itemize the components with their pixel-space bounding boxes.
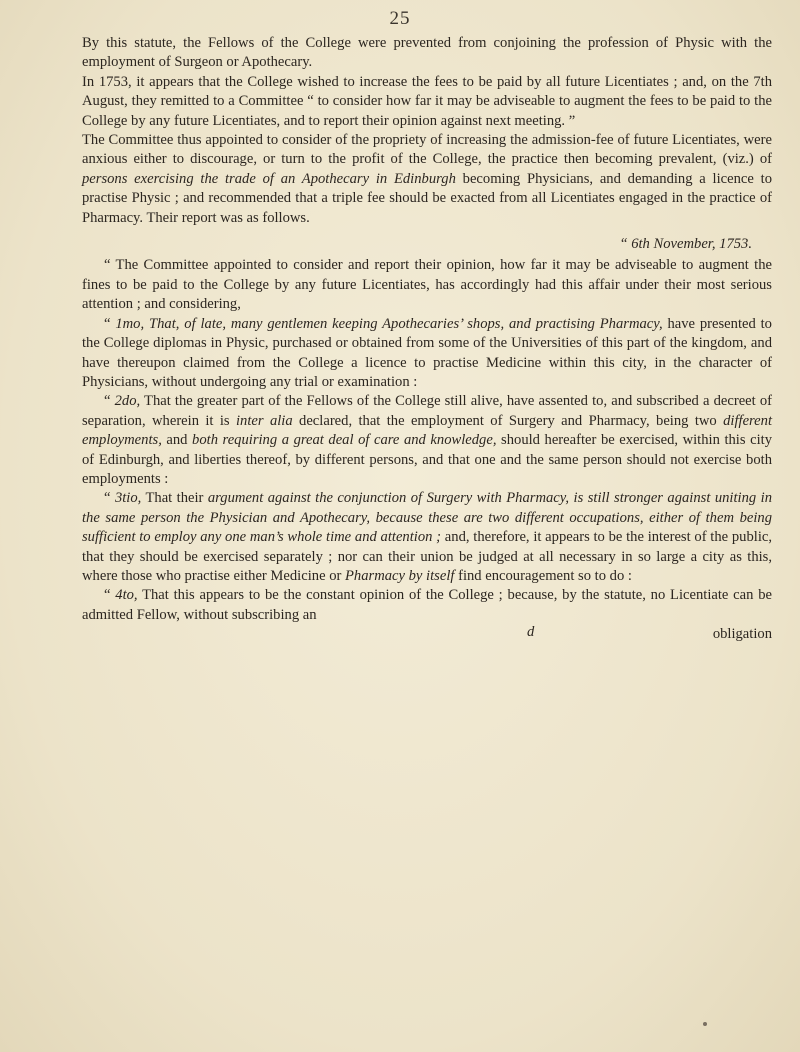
report-item-4-text: That this appears to be the constant opinion of the College ; because, by the statute, no Licentiate can be admitted Fellow, without subscribing an: [82, 587, 772, 623]
report-date-text: “ 6th November, 1753.: [619, 236, 752, 253]
signature-mark: d: [527, 624, 535, 641]
paragraph-committee: [82, 131, 772, 228]
report-item-2: “ 2do, That the greater part of the Fellows of the College still alive, have assented to, and subscribed a decreet of separation, wherein it is inter alia declared, that the employment of Surgery and Pharmacy, being two different employments, and both requiring a great deal of care and knowledge, should hereafter be exercised, within this city of Edinburgh, and liberties thereof, by different persons, and that one and the same person should not exercise both employments :: [82, 393, 773, 487]
catchword: obligation: [712, 626, 772, 643]
paragraph-statute: By this statute, the Fellows of the College were prevented from conjoining the profession of Physic with the employment of Surgeon or Apothecary.: [82, 35, 772, 71]
report-item-1: “ 1mo, That, of late, many gentlemen keeping Apothecaries’ shops, and practising Pharmacy, have presented to the College diplomas in Physic, purchased or obtained from some of the Universities of this part of the kingdom, and have thereupon claimed from the College a licence to practise Medicine within this city, in the character of Physicians, without undergoing any trial or examination :: [82, 315, 772, 390]
paragraph-committee-italic: persons exercising the trade of an Apothecary in Edinburgh: [82, 170, 456, 187]
report-item-2-italic-b: different employments,: [82, 412, 773, 449]
report-item-3-text-a: That their: [141, 490, 208, 507]
report-item-1-italic: That, of late, many gentlemen keeping Apothecaries’ shops, and practising Pharmacy,: [149, 315, 663, 332]
report-item-3-italic-a: argument against the conjunction of Surgery with Pharmacy, is still stronger against uniting in the same person the Physician and Apothecary, because these are two different occupations, either of them being sufficient to employ any one man’s whole time and attention ;: [82, 490, 772, 546]
report-item-2-italic-a: inter alia: [236, 412, 293, 429]
report-item-1-number: 1mo,: [115, 315, 145, 332]
body-text: [82, 34, 772, 645]
report-item-2-text-d: should hereafter be exercised, within this city of Edinburgh, and liberties thereof, by different persons, and that one and the same person should not exercise both employments :: [82, 432, 772, 487]
paragraph-committee-text-b: becoming Physicians, and demanding a licence to practise Physic ; and recommended that a triple fee should be exacted from all Licentiates engaged in the practice of Pharmacy. Their report was as follows.: [82, 170, 772, 226]
report-item-2-italic-c: both requiring a great deal of care and knowledge,: [192, 432, 497, 449]
report-item-4: “ 4to, That this appears to be the constant opinion of the College ; because, by the statute, no Licentiate can be admitted Fellow, without subscribing an: [82, 587, 772, 623]
report-item-2-text-b: declared, that the employment of Surgery and Pharmacy, being two: [292, 412, 724, 429]
report-item-3-text-c: find encouragement so to do :: [454, 567, 632, 584]
report-item-2-number: 2do,: [114, 393, 141, 410]
report-date: [82, 235, 772, 254]
report-item-3-italic-b: Pharmacy by itself: [345, 567, 455, 584]
report-item-1-text: have presented to the College diplomas in Physic, purchased or obtained from some of the Universities of this part of the kingdom, and have thereupon claimed from the College a licence to practise Medicine within this city, in the character of Physicians, without undergoing any trial or examination :: [82, 315, 772, 390]
paragraph-committee-text-a: The Committee thus appointed to consider of the propriety of increasing the admission-fee of future Licentiates, were anxious either to discourage, or turn to the profit of the College, the practice then becoming prevalent, (viz.) of: [82, 132, 772, 168]
report-item-3-number: 3tio,: [114, 490, 142, 507]
report-intro: “ The Committee appointed to consider and report their opinion, how far it may be adviseable to augment the fines to be paid to the College by any future Licentiates, has accordingly had this affair under their most serious attention ; and considering,: [82, 257, 772, 313]
report-item-2-text-a: That the greater part of the Fellows of the College still alive, have assented to, and subscribed a decreet of separation, wherein it is: [82, 393, 772, 429]
paragraph-1753: In 1753, it appears that the College wished to increase the fees to be paid by all future Licentiates ; and, on the 7th August, they remitted to a Committee “ to consider how far it may be adviseable to augment the fees to be paid to the College by any future Licentiates, and to report their opinion against next meeting. ”: [82, 73, 772, 129]
page-footer: [82, 625, 772, 645]
ink-speck: [703, 1022, 707, 1026]
page-number: 25: [389, 8, 411, 29]
report-item-4-number: 4to,: [115, 587, 138, 604]
report-item-2-text-c: and: [161, 432, 193, 449]
report-item-3-text-b: and, therefore, it appears to be the interest of the public, that they should be exercised separately ; nor can their union be judged at all necessary in so large a city as this, where those who practise either Medicine or: [82, 529, 773, 584]
report-item-3: “ 3tio, That their argument against the conjunction of Surgery with Pharmacy, is still stronger against uniting in the same person the Physician and Apothecary, because these are two different occupations, either of them being sufficient to employ any one man’s whole time and attention ; and, therefore, it appears to be the interest of the public, that they should be exercised separately ; nor can their union be judged at all necessary in so large a city as this, where those who practise either Medicine or Pharmacy by itself find encouragement so to do :: [82, 490, 773, 584]
